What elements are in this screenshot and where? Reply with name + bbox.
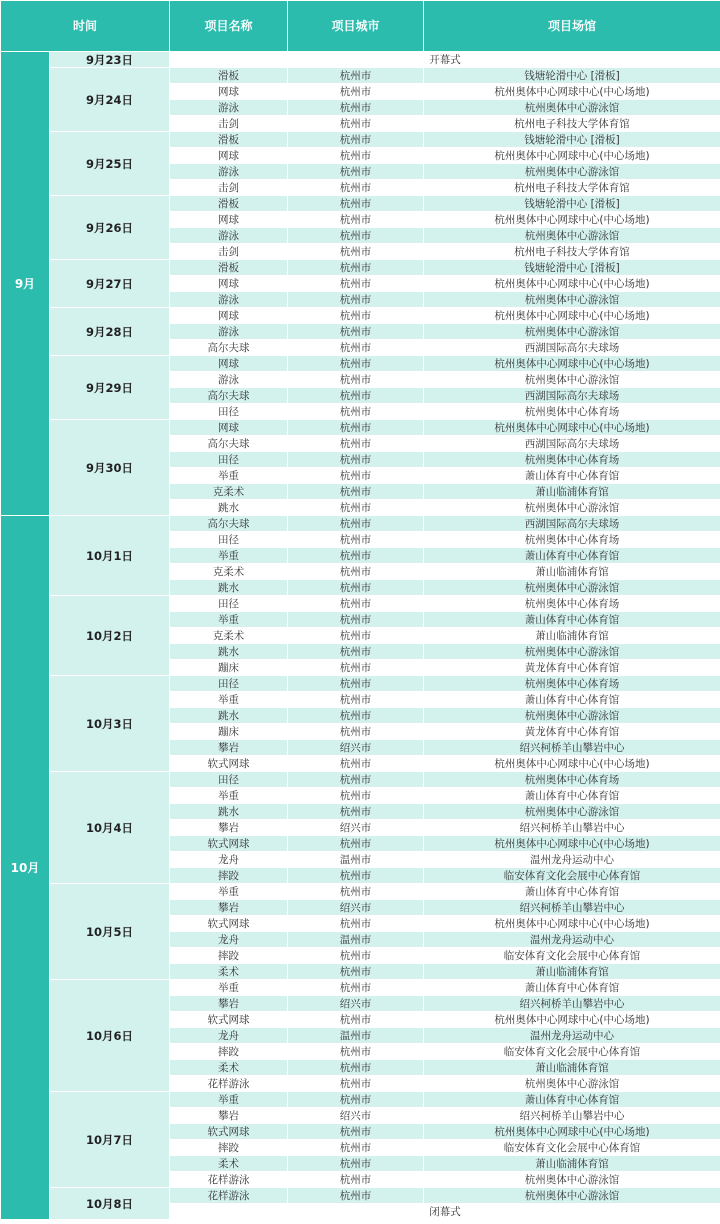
event-cell: 高尔夫球 [170, 516, 288, 532]
city-cell: 杭州市 [288, 212, 424, 228]
ceremony-cell: 闭幕式 [170, 1204, 720, 1220]
event-cell: 克柔术 [170, 484, 288, 500]
city-cell: 绍兴市 [288, 820, 424, 836]
venue-cell: 萧山体育中心体育馆 [424, 788, 720, 804]
date-cell: 10月3日 [50, 676, 170, 772]
date-cell: 10月4日 [50, 772, 170, 884]
event-cell: 高尔夫球 [170, 436, 288, 452]
city-cell: 杭州市 [288, 404, 424, 420]
event-cell: 田径 [170, 772, 288, 788]
table-row [1, 52, 720, 68]
event-cell: 举重 [170, 612, 288, 628]
city-cell: 杭州市 [288, 468, 424, 484]
event-cell: 网球 [170, 308, 288, 324]
schedule-body [1, 52, 720, 1220]
event-cell: 举重 [170, 884, 288, 900]
city-cell: 杭州市 [288, 772, 424, 788]
venue-cell: 杭州奥体中心游泳馆 [424, 228, 720, 244]
venue-cell: 杭州奥体中心游泳馆 [424, 580, 720, 596]
event-cell: 攀岩 [170, 1108, 288, 1124]
venue-cell: 钱塘轮滑中心 [滑板] [424, 132, 720, 148]
venue-cell: 绍兴柯桥羊山攀岩中心 [424, 740, 720, 756]
venue-cell: 杭州奥体中心游泳馆 [424, 324, 720, 340]
venue-cell: 萧山体育中心体育馆 [424, 692, 720, 708]
venue-cell: 黄龙体育中心体育馆 [424, 724, 720, 740]
table-row [1, 772, 720, 788]
event-cell: 滑板 [170, 132, 288, 148]
date-cell: 9月26日 [50, 196, 170, 260]
venue-cell: 杭州奥体中心游泳馆 [424, 1076, 720, 1092]
venue-cell: 杭州奥体中心网球中心(中心场地) [424, 756, 720, 772]
city-cell: 杭州市 [288, 420, 424, 436]
city-cell: 杭州市 [288, 260, 424, 276]
header-event: 项目名称 [170, 1, 288, 52]
event-cell: 蹦床 [170, 724, 288, 740]
city-cell: 杭州市 [288, 964, 424, 980]
venue-cell: 绍兴柯桥羊山攀岩中心 [424, 1108, 720, 1124]
date-cell: 9月27日 [50, 260, 170, 308]
table-row [1, 1092, 720, 1108]
date-cell: 9月30日 [50, 420, 170, 516]
city-cell: 杭州市 [288, 948, 424, 964]
city-cell: 杭州市 [288, 660, 424, 676]
event-cell: 软式网球 [170, 756, 288, 772]
event-cell: 田径 [170, 404, 288, 420]
table-row [1, 68, 720, 84]
table-row [1, 980, 720, 996]
city-cell: 杭州市 [288, 564, 424, 580]
event-cell: 举重 [170, 788, 288, 804]
venue-cell: 杭州奥体中心网球中心(中心场地) [424, 916, 720, 932]
venue-cell: 绍兴柯桥羊山攀岩中心 [424, 900, 720, 916]
event-cell: 田径 [170, 532, 288, 548]
event-cell: 攀岩 [170, 820, 288, 836]
event-cell: 游泳 [170, 100, 288, 116]
venue-cell: 萧山临浦体育馆 [424, 964, 720, 980]
city-cell: 绍兴市 [288, 900, 424, 916]
city-cell: 杭州市 [288, 836, 424, 852]
city-cell: 杭州市 [288, 164, 424, 180]
city-cell: 杭州市 [288, 1188, 424, 1204]
event-cell: 花样游泳 [170, 1172, 288, 1188]
city-cell: 杭州市 [288, 340, 424, 356]
city-cell: 杭州市 [288, 388, 424, 404]
venue-cell: 温州龙舟运动中心 [424, 852, 720, 868]
event-cell: 击剑 [170, 180, 288, 196]
venue-cell: 杭州奥体中心网球中心(中心场地) [424, 356, 720, 372]
table-row [1, 308, 720, 324]
event-cell: 滑板 [170, 260, 288, 276]
venue-cell: 萧山体育中心体育馆 [424, 468, 720, 484]
event-cell: 网球 [170, 212, 288, 228]
venue-cell: 杭州奥体中心网球中心(中心场地) [424, 1124, 720, 1140]
event-cell: 游泳 [170, 164, 288, 180]
city-cell: 杭州市 [288, 148, 424, 164]
event-cell: 摔跤 [170, 1140, 288, 1156]
venue-cell: 杭州奥体中心游泳馆 [424, 164, 720, 180]
event-cell: 克柔术 [170, 628, 288, 644]
event-cell: 举重 [170, 468, 288, 484]
date-cell: 9月24日 [50, 68, 170, 132]
venue-cell: 临安体育文化会展中心体育馆 [424, 948, 720, 964]
table-row [1, 420, 720, 436]
venue-cell: 杭州奥体中心网球中心(中心场地) [424, 276, 720, 292]
venue-cell: 萧山临浦体育馆 [424, 628, 720, 644]
event-cell: 举重 [170, 1092, 288, 1108]
event-cell: 网球 [170, 84, 288, 100]
venue-cell: 杭州奥体中心体育场 [424, 404, 720, 420]
event-cell: 跳水 [170, 644, 288, 660]
city-cell: 杭州市 [288, 500, 424, 516]
event-cell: 举重 [170, 692, 288, 708]
city-cell: 绍兴市 [288, 740, 424, 756]
date-cell: 10月5日 [50, 884, 170, 980]
event-cell: 柔术 [170, 1156, 288, 1172]
event-cell: 游泳 [170, 228, 288, 244]
venue-cell: 萧山临浦体育馆 [424, 1060, 720, 1076]
venue-cell: 西湖国际高尔夫球场 [424, 436, 720, 452]
ceremony-cell: 开幕式 [170, 52, 720, 68]
event-cell: 摔跤 [170, 948, 288, 964]
city-cell: 杭州市 [288, 644, 424, 660]
venue-cell: 绍兴柯桥羊山攀岩中心 [424, 820, 720, 836]
venue-cell: 绍兴柯桥羊山攀岩中心 [424, 996, 720, 1012]
venue-cell: 萧山体育中心体育馆 [424, 884, 720, 900]
event-cell: 柔术 [170, 964, 288, 980]
city-cell: 杭州市 [288, 84, 424, 100]
venue-cell: 杭州奥体中心游泳馆 [424, 708, 720, 724]
event-cell: 跳水 [170, 580, 288, 596]
city-cell: 杭州市 [288, 980, 424, 996]
city-cell: 杭州市 [288, 596, 424, 612]
city-cell: 杭州市 [288, 116, 424, 132]
event-cell: 游泳 [170, 292, 288, 308]
event-cell: 跳水 [170, 500, 288, 516]
city-cell: 杭州市 [288, 324, 424, 340]
date-cell: 9月28日 [50, 308, 170, 356]
city-cell: 杭州市 [288, 756, 424, 772]
city-cell: 杭州市 [288, 1076, 424, 1092]
city-cell: 杭州市 [288, 708, 424, 724]
city-cell: 杭州市 [288, 692, 424, 708]
venue-cell: 西湖国际高尔夫球场 [424, 516, 720, 532]
venue-cell: 萧山临浦体育馆 [424, 1156, 720, 1172]
event-cell: 滑板 [170, 68, 288, 84]
table-row [1, 884, 720, 900]
city-cell: 杭州市 [288, 788, 424, 804]
city-cell: 杭州市 [288, 180, 424, 196]
event-cell: 游泳 [170, 372, 288, 388]
city-cell: 杭州市 [288, 308, 424, 324]
event-cell: 跳水 [170, 804, 288, 820]
event-cell: 高尔夫球 [170, 340, 288, 356]
city-cell: 杭州市 [288, 884, 424, 900]
city-cell: 杭州市 [288, 532, 424, 548]
event-cell: 花样游泳 [170, 1188, 288, 1204]
city-cell: 杭州市 [288, 548, 424, 564]
event-cell: 游泳 [170, 324, 288, 340]
venue-cell: 杭州奥体中心游泳馆 [424, 500, 720, 516]
event-cell: 滑板 [170, 196, 288, 212]
venue-cell: 杭州奥体中心游泳馆 [424, 1172, 720, 1188]
header-row [1, 1, 720, 52]
venue-cell: 温州龙舟运动中心 [424, 932, 720, 948]
month-cell: 9月 [1, 52, 50, 516]
event-cell: 软式网球 [170, 836, 288, 852]
event-cell: 击剑 [170, 244, 288, 260]
city-cell: 杭州市 [288, 196, 424, 212]
event-cell: 软式网球 [170, 1012, 288, 1028]
event-cell: 龙舟 [170, 1028, 288, 1044]
event-cell: 摔跤 [170, 868, 288, 884]
event-cell: 网球 [170, 356, 288, 372]
city-cell: 杭州市 [288, 676, 424, 692]
venue-cell: 杭州奥体中心体育场 [424, 452, 720, 468]
table-row [1, 1188, 720, 1204]
venue-cell: 钱塘轮滑中心 [滑板] [424, 196, 720, 212]
city-cell: 杭州市 [288, 100, 424, 116]
city-cell: 杭州市 [288, 628, 424, 644]
date-cell: 9月29日 [50, 356, 170, 420]
city-cell: 杭州市 [288, 1172, 424, 1188]
city-cell: 杭州市 [288, 356, 424, 372]
event-cell: 田径 [170, 596, 288, 612]
table-row [1, 260, 720, 276]
event-cell: 田径 [170, 676, 288, 692]
venue-cell: 杭州奥体中心网球中心(中心场地) [424, 212, 720, 228]
venue-cell: 萧山体育中心体育馆 [424, 1092, 720, 1108]
event-cell: 举重 [170, 548, 288, 564]
date-cell: 10月7日 [50, 1092, 170, 1188]
city-cell: 杭州市 [288, 1012, 424, 1028]
event-cell: 蹦床 [170, 660, 288, 676]
event-cell: 软式网球 [170, 1124, 288, 1140]
venue-cell: 杭州奥体中心网球中心(中心场地) [424, 308, 720, 324]
city-cell: 绍兴市 [288, 1108, 424, 1124]
venue-cell: 西湖国际高尔夫球场 [424, 388, 720, 404]
table-row [1, 516, 720, 532]
date-cell: 10月8日 [50, 1188, 170, 1220]
city-cell: 杭州市 [288, 132, 424, 148]
event-cell: 攀岩 [170, 996, 288, 1012]
venue-cell: 萧山体育中心体育馆 [424, 980, 720, 996]
venue-cell: 杭州奥体中心网球中心(中心场地) [424, 420, 720, 436]
city-cell: 杭州市 [288, 916, 424, 932]
venue-cell: 钱塘轮滑中心 [滑板] [424, 68, 720, 84]
event-cell: 克柔术 [170, 564, 288, 580]
venue-cell: 黄龙体育中心体育馆 [424, 660, 720, 676]
city-cell: 温州市 [288, 852, 424, 868]
city-cell: 杭州市 [288, 868, 424, 884]
city-cell: 杭州市 [288, 1156, 424, 1172]
date-cell: 9月23日 [50, 52, 170, 68]
venue-cell: 临安体育文化会展中心体育馆 [424, 868, 720, 884]
table-row [1, 596, 720, 612]
venue-cell: 杭州奥体中心游泳馆 [424, 644, 720, 660]
event-cell: 击剑 [170, 116, 288, 132]
header-time: 时间 [1, 1, 170, 52]
venue-cell: 杭州奥体中心游泳馆 [424, 1188, 720, 1204]
venue-cell: 杭州奥体中心网球中心(中心场地) [424, 148, 720, 164]
event-cell: 高尔夫球 [170, 388, 288, 404]
event-cell: 攀岩 [170, 740, 288, 756]
event-cell: 网球 [170, 276, 288, 292]
table-row [1, 132, 720, 148]
venue-cell: 萧山体育中心体育馆 [424, 612, 720, 628]
venue-cell: 杭州奥体中心体育场 [424, 596, 720, 612]
event-cell: 龙舟 [170, 852, 288, 868]
venue-cell: 杭州电子科技大学体育馆 [424, 244, 720, 260]
venue-cell: 杭州奥体中心游泳馆 [424, 292, 720, 308]
city-cell: 杭州市 [288, 436, 424, 452]
table-row [1, 676, 720, 692]
city-cell: 杭州市 [288, 580, 424, 596]
month-cell: 10月 [1, 516, 50, 1220]
city-cell: 温州市 [288, 1028, 424, 1044]
event-cell: 柔术 [170, 1060, 288, 1076]
city-cell: 杭州市 [288, 228, 424, 244]
city-cell: 温州市 [288, 932, 424, 948]
event-cell: 网球 [170, 148, 288, 164]
city-cell: 杭州市 [288, 452, 424, 468]
event-cell: 攀岩 [170, 900, 288, 916]
venue-cell: 杭州奥体中心游泳馆 [424, 804, 720, 820]
venue-cell: 杭州奥体中心体育场 [424, 772, 720, 788]
venue-cell: 西湖国际高尔夫球场 [424, 340, 720, 356]
venue-cell: 杭州奥体中心网球中心(中心场地) [424, 836, 720, 852]
event-cell: 田径 [170, 452, 288, 468]
date-cell: 10月1日 [50, 516, 170, 596]
city-cell: 杭州市 [288, 372, 424, 388]
event-cell: 软式网球 [170, 916, 288, 932]
city-cell: 杭州市 [288, 484, 424, 500]
event-cell: 网球 [170, 420, 288, 436]
table-row [1, 196, 720, 212]
venue-cell: 萧山临浦体育馆 [424, 564, 720, 580]
venue-cell: 临安体育文化会展中心体育馆 [424, 1044, 720, 1060]
venue-cell: 杭州电子科技大学体育馆 [424, 180, 720, 196]
city-cell: 杭州市 [288, 292, 424, 308]
city-cell: 杭州市 [288, 804, 424, 820]
table-row [1, 356, 720, 372]
event-cell: 跳水 [170, 708, 288, 724]
venue-cell: 温州龙舟运动中心 [424, 1028, 720, 1044]
date-cell: 10月2日 [50, 596, 170, 676]
city-cell: 杭州市 [288, 1124, 424, 1140]
city-cell: 杭州市 [288, 1140, 424, 1156]
date-cell: 10月6日 [50, 980, 170, 1092]
city-cell: 杭州市 [288, 1092, 424, 1108]
city-cell: 杭州市 [288, 244, 424, 260]
venue-cell: 钱塘轮滑中心 [滑板] [424, 260, 720, 276]
venue-cell: 萧山体育中心体育馆 [424, 548, 720, 564]
venue-cell: 杭州奥体中心游泳馆 [424, 100, 720, 116]
venue-cell: 临安体育文化会展中心体育馆 [424, 1140, 720, 1156]
header-venue: 项目场馆 [424, 1, 720, 52]
venue-cell: 杭州奥体中心游泳馆 [424, 372, 720, 388]
city-cell: 杭州市 [288, 68, 424, 84]
header-city: 项目城市 [288, 1, 424, 52]
city-cell: 绍兴市 [288, 996, 424, 1012]
venue-cell: 杭州奥体中心体育场 [424, 676, 720, 692]
venue-cell: 杭州奥体中心网球中心(中心场地) [424, 84, 720, 100]
city-cell: 杭州市 [288, 612, 424, 628]
event-cell: 摔跤 [170, 1044, 288, 1060]
city-cell: 杭州市 [288, 1060, 424, 1076]
venue-cell: 萧山临浦体育馆 [424, 484, 720, 500]
venue-cell: 杭州电子科技大学体育馆 [424, 116, 720, 132]
venue-cell: 杭州奥体中心体育场 [424, 532, 720, 548]
city-cell: 杭州市 [288, 276, 424, 292]
event-cell: 花样游泳 [170, 1076, 288, 1092]
event-cell: 举重 [170, 980, 288, 996]
city-cell: 杭州市 [288, 516, 424, 532]
event-cell: 龙舟 [170, 932, 288, 948]
date-cell: 9月25日 [50, 132, 170, 196]
city-cell: 杭州市 [288, 1044, 424, 1060]
venue-cell: 杭州奥体中心网球中心(中心场地) [424, 1012, 720, 1028]
city-cell: 杭州市 [288, 724, 424, 740]
